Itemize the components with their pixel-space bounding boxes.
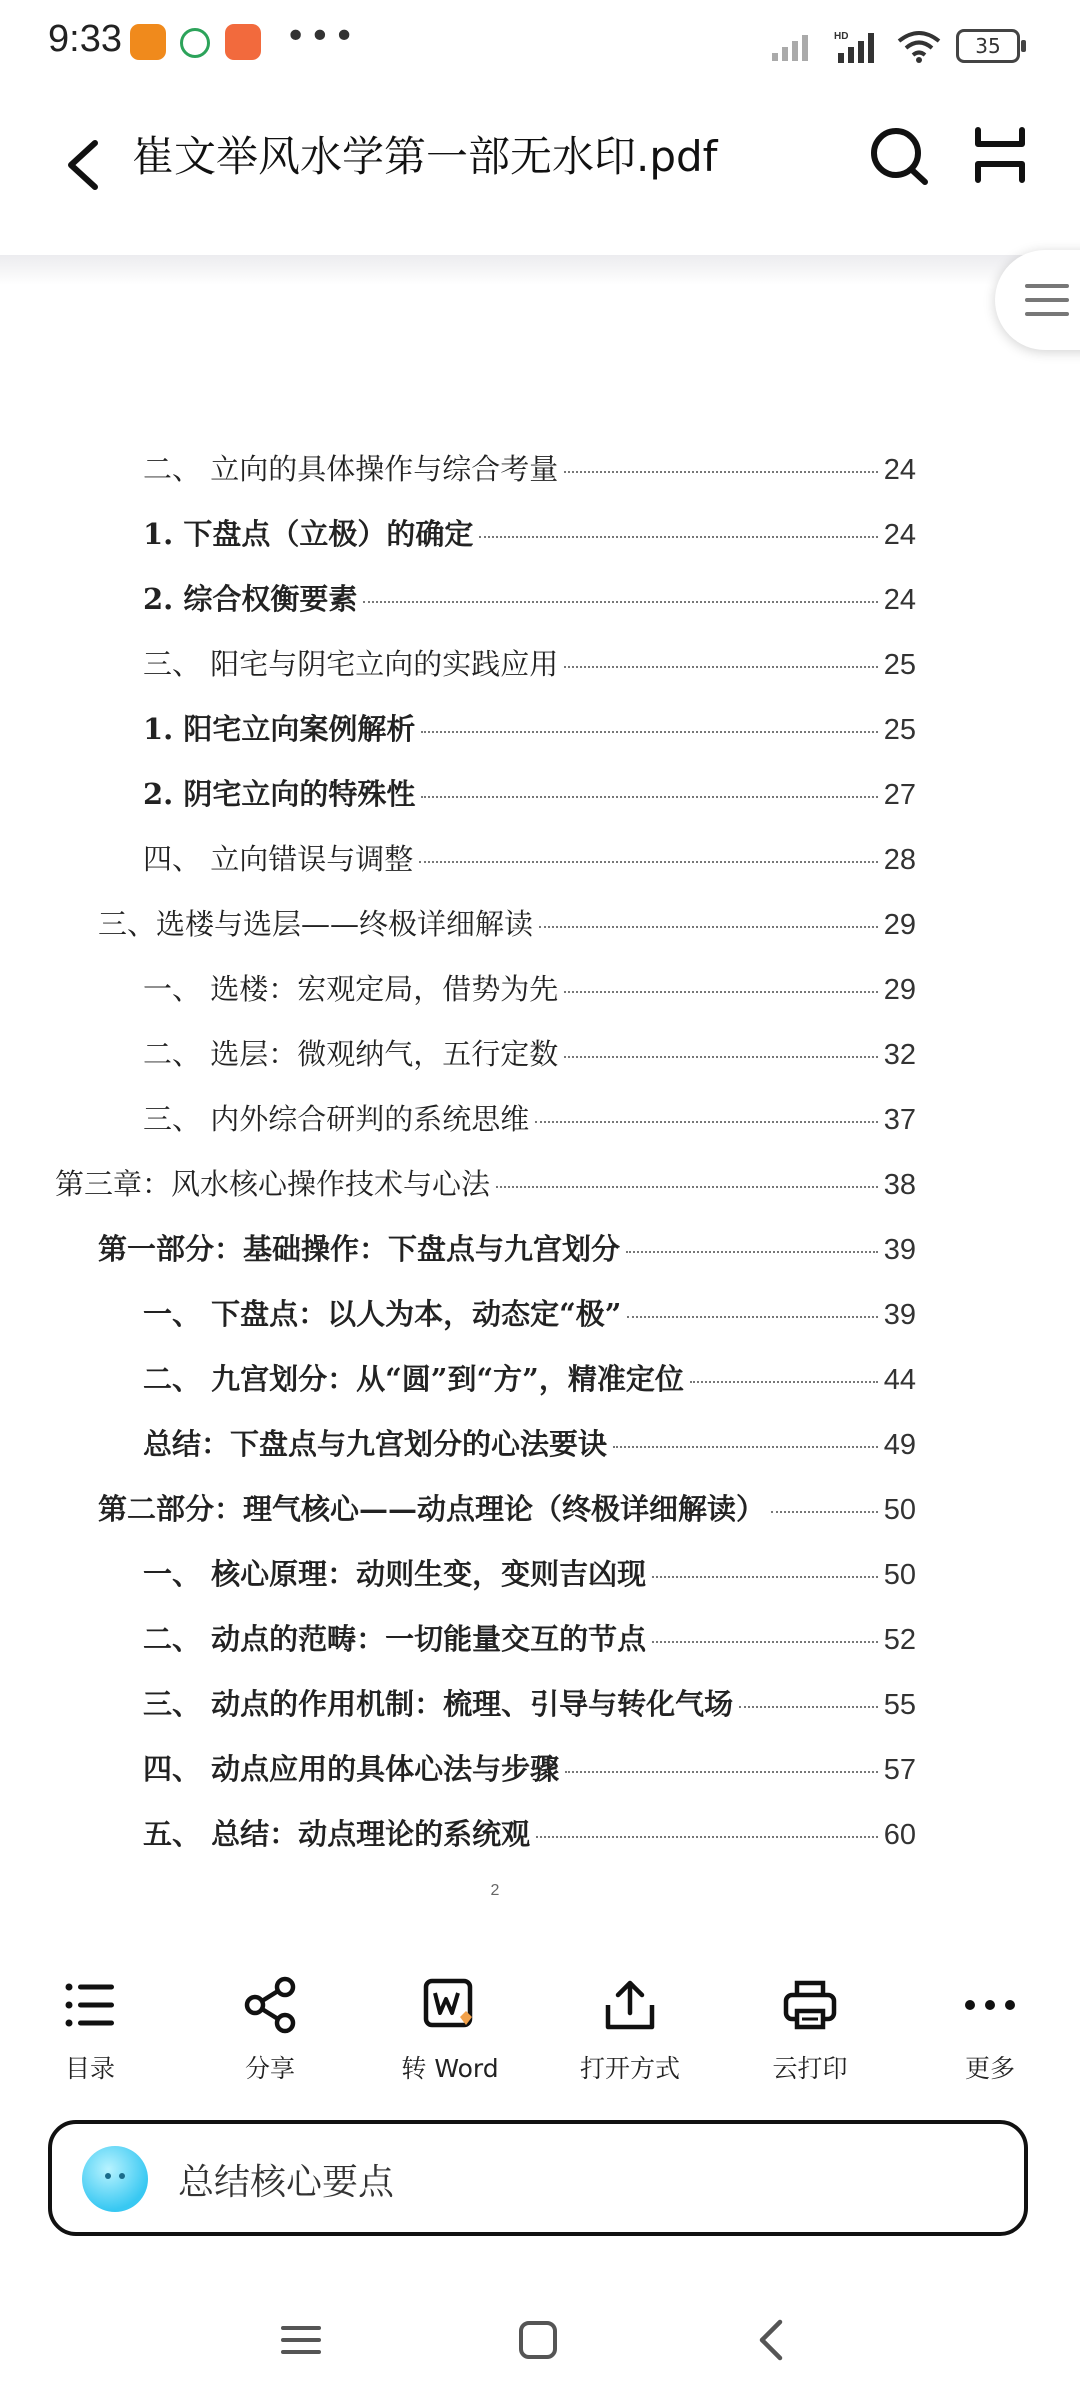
signal-icon <box>772 31 820 61</box>
svg-text:HD: HD <box>834 31 849 42</box>
more-notifications-icon: ••• <box>285 16 358 57</box>
ai-assistant-avatar <box>82 2146 148 2212</box>
toolbar-more-button[interactable] <box>910 1975 1070 2085</box>
print-icon <box>780 1975 840 2035</box>
toc-entry[interactable]: 第三章：风水核心操作技术与心法 38 <box>55 1167 916 1201</box>
toolbar-label: 分享 <box>244 2054 295 2083</box>
ai-prompt-text: 总结核心要点 <box>178 2162 395 2203</box>
wifi-icon <box>896 29 942 63</box>
hd-signal-icon <box>834 29 882 63</box>
toolbar-contents-button[interactable] <box>10 1975 170 2085</box>
recent-apps-icon[interactable] <box>278 2320 324 2360</box>
toolbar-share-button[interactable] <box>190 1975 350 2085</box>
toc-entry[interactable]: 三、 动点的作用机制：梳理、引导与转化气场 55 <box>143 1687 916 1721</box>
back-arrow-icon[interactable] <box>55 125 115 205</box>
toc-entry[interactable]: 第一部分：基础操作：下盘点与九宫划分 39 <box>98 1232 916 1266</box>
toc-entry[interactable]: 四、 动点应用的具体心法与步骤 57 <box>143 1752 916 1786</box>
toc-entry[interactable]: 二、 九宫划分：从“圆”到“方”，精准定位 44 <box>143 1362 916 1396</box>
share-icon <box>240 1975 300 2035</box>
toc-entry[interactable]: 1. 下盘点（立极）的确定 24 <box>143 517 916 551</box>
toolbar-label: 更多 <box>964 2054 1015 2083</box>
toc-entry[interactable]: 1. 阳宅立向案例解析 25 <box>143 712 916 746</box>
toc-entry[interactable]: 2. 综合权衡要素 24 <box>143 582 916 616</box>
toc-entry[interactable]: 2. 阴宅立向的特殊性 27 <box>143 777 916 811</box>
status-bar <box>0 0 1080 90</box>
toc-entry[interactable]: 二、 立向的具体操作与综合考量 24 <box>143 452 916 486</box>
assistant-face-icon <box>82 2146 148 2212</box>
word-convert-icon <box>420 1975 480 2035</box>
battery-indicator: 35 <box>956 29 1020 63</box>
toc-entry[interactable]: 第二部分：理气核心——动点理论（终极详细解读） 50 <box>98 1492 916 1526</box>
toc-entry[interactable]: 四、 立向错误与调整 28 <box>143 842 916 876</box>
shopping-app-icon <box>225 24 261 60</box>
toolbar-open-with-button[interactable] <box>550 1975 710 2085</box>
more-icon <box>960 1975 1020 2035</box>
read-mode-icon[interactable] <box>970 120 1030 190</box>
toolbar-cloud-print-button[interactable] <box>730 1975 890 2085</box>
side-menu-button[interactable] <box>995 250 1080 350</box>
ai-summary-prompt[interactable] <box>48 2120 1028 2236</box>
toc-entry[interactable]: 五、 总结：动点理论的系统观 60 <box>143 1817 916 1851</box>
toolbar-label: 云打印 <box>772 2054 848 2083</box>
toolbar-convert-word-button[interactable] <box>370 1975 530 2085</box>
open-with-icon <box>600 1975 660 2035</box>
status-time: 9:33 <box>48 18 122 60</box>
app-header <box>0 90 1080 255</box>
toc-entry[interactable]: 三、 阳宅与阴宅立向的实践应用 25 <box>143 647 916 681</box>
page-number: 2 <box>490 1882 500 1899</box>
list-icon <box>60 1975 120 2035</box>
toc-entry[interactable]: 总结：下盘点与九宫划分的心法要诀 49 <box>143 1427 916 1461</box>
toc-entry[interactable]: 二、 动点的范畴：一切能量交互的节点 52 <box>143 1622 916 1656</box>
toc-entry[interactable]: 一、 下盘点：以人为本，动态定“极” 39 <box>143 1297 916 1331</box>
home-icon[interactable] <box>516 2318 560 2362</box>
bottom-toolbar <box>0 1975 1080 2095</box>
toc-entry[interactable]: 三、 内外综合研判的系统思维 37 <box>143 1102 916 1136</box>
nav-back-icon[interactable] <box>752 2316 792 2364</box>
toolbar-label: 打开方式 <box>579 2054 680 2083</box>
system-navigation-bar <box>0 2290 1080 2400</box>
toc-entry[interactable]: 一、 核心原理：动则生变，变则吉凶现 50 <box>143 1557 916 1591</box>
toc-entry[interactable]: 三、选楼与选层——终极详细解读 29 <box>98 907 916 941</box>
document-title: 崔文举风水学第一部无水印.pdf <box>132 132 718 181</box>
app-notification-icon <box>130 24 166 60</box>
toolbar-label: 目录 <box>64 2054 115 2083</box>
header-divider <box>0 255 1080 285</box>
toc-entry[interactable]: 一、 选楼：宏观定局，借势为先 29 <box>143 972 916 1006</box>
toc-entry[interactable]: 二、 选层：微观纳气，五行定数 32 <box>143 1037 916 1071</box>
system-status <box>772 28 1020 64</box>
toolbar-label: 转 Word <box>401 2054 499 2083</box>
search-icon[interactable] <box>865 120 935 190</box>
china-mobile-icon <box>180 28 210 58</box>
